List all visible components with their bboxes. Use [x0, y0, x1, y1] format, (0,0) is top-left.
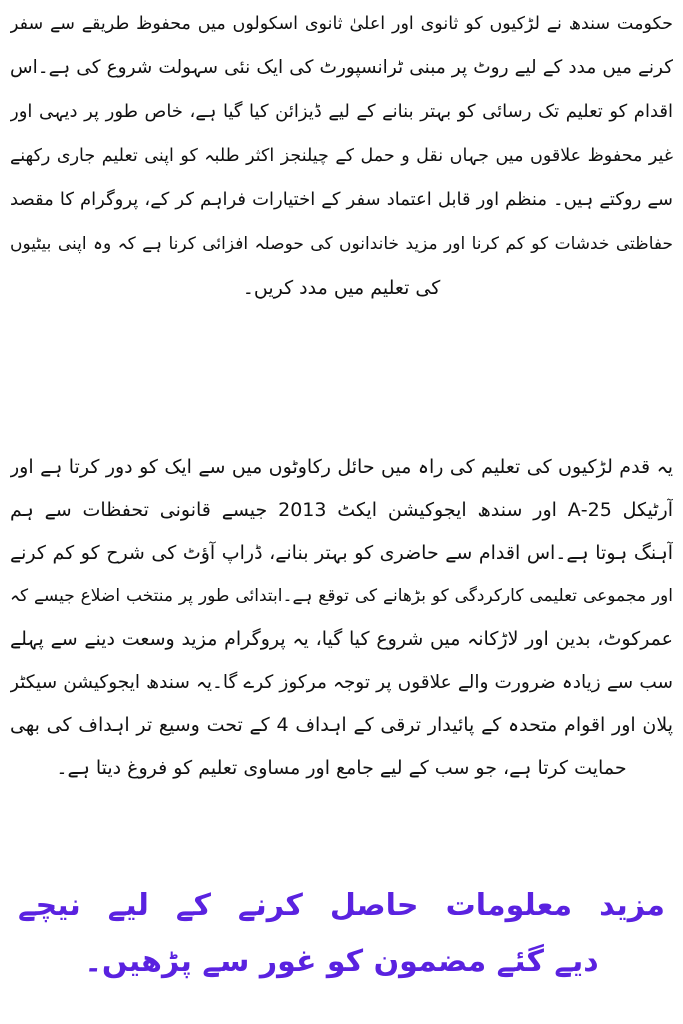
text-line: آہنگ ہوتا ہے۔اس اقدام سے حاضری کو بہتر بنانے، ڈراپ آؤٹ کی شرح کو کم کرنے — [10, 542, 673, 564]
paragraph-details — [10, 446, 673, 790]
text-line: سب سے زیادہ ضرورت والے علاقوں پر توجہ مرکوز کرے گا۔یہ سندھ ایجوکیشن سیکٹر — [10, 672, 673, 693]
text-line: اور مجموعی تعلیمی کارکردگی کو بڑھانے کی توقع ہے۔ابتدائی طور پر منتخب اضلاع جیسے کہ — [10, 586, 673, 606]
text-line: عمرکوٹ، بدین اور لاڑکانہ میں شروع کیا گیا، یہ پروگرام مزید وسعت دینے سے پہلے — [10, 628, 673, 650]
text-line: حمایت کرتا ہے، جو سب کے لیے جامع اور مساوی تعلیم کو فروغ دیتا ہے۔ — [56, 757, 627, 779]
text-line: حفاظتی خدشات کو کم کرنا اور مزید خاندانوں کی حوصلہ افزائی کرنا ہے کہ وہ اپنی بیٹیوں — [10, 234, 673, 254]
text-line: حکومت سندھ نے لڑکیوں کو ثانوی اور اعلیٰ ثانوی اسکولوں میں محفوظ طریقے سے سفر — [10, 14, 673, 34]
text-line: آرٹیکل 25-A اور سندھ ایجوکیشن ایکٹ 2013 جیسے قانونی تحفظات سے ہم — [10, 499, 673, 521]
text-line: اقدام کو تعلیم تک رسائی کو بہتر بنانے کے لیے ڈیزائن کیا گیا ہے، خاص طور پر دیہی اور — [10, 101, 673, 122]
paragraph-intro — [10, 2, 673, 310]
text-line: غیر محفوظ علاقوں میں جہاں نقل و حمل کے چیلنجز اکثر طلبہ کو اپنی تعلیم جاری رکھنے — [10, 146, 673, 166]
text-line: کی تعلیم میں مدد کریں۔ — [242, 277, 441, 299]
text-line: پلان اور اقوام متحدہ کے پائیدار ترقی کے اہداف 4 کے تحت وسیع تر اہداف کی بھی — [10, 714, 673, 736]
text-line: کرنے میں مدد کے لیے روٹ پر مبنی ٹرانسپورٹ کی ایک نئی سہولت شروع کی ہے۔اس — [10, 57, 673, 78]
heading-line: مزید معلومات حاصل کرنے کے لیے نیچے — [18, 888, 665, 923]
text-line: سے روکتے ہیں۔ منظم اور قابل اعتماد سفر کے اختیارات فراہم کر کے، پروگرام کا مقصد — [10, 189, 673, 210]
call-to-action-heading — [18, 878, 665, 990]
heading-line: دیے گئے مضمون کو غور سے پڑھیں۔ — [84, 944, 599, 979]
text-line: یہ قدم لڑکیوں کی تعلیم کی راہ میں حائل رکاوٹوں میں سے ایک کو دور کرتا ہے اور — [10, 456, 673, 478]
